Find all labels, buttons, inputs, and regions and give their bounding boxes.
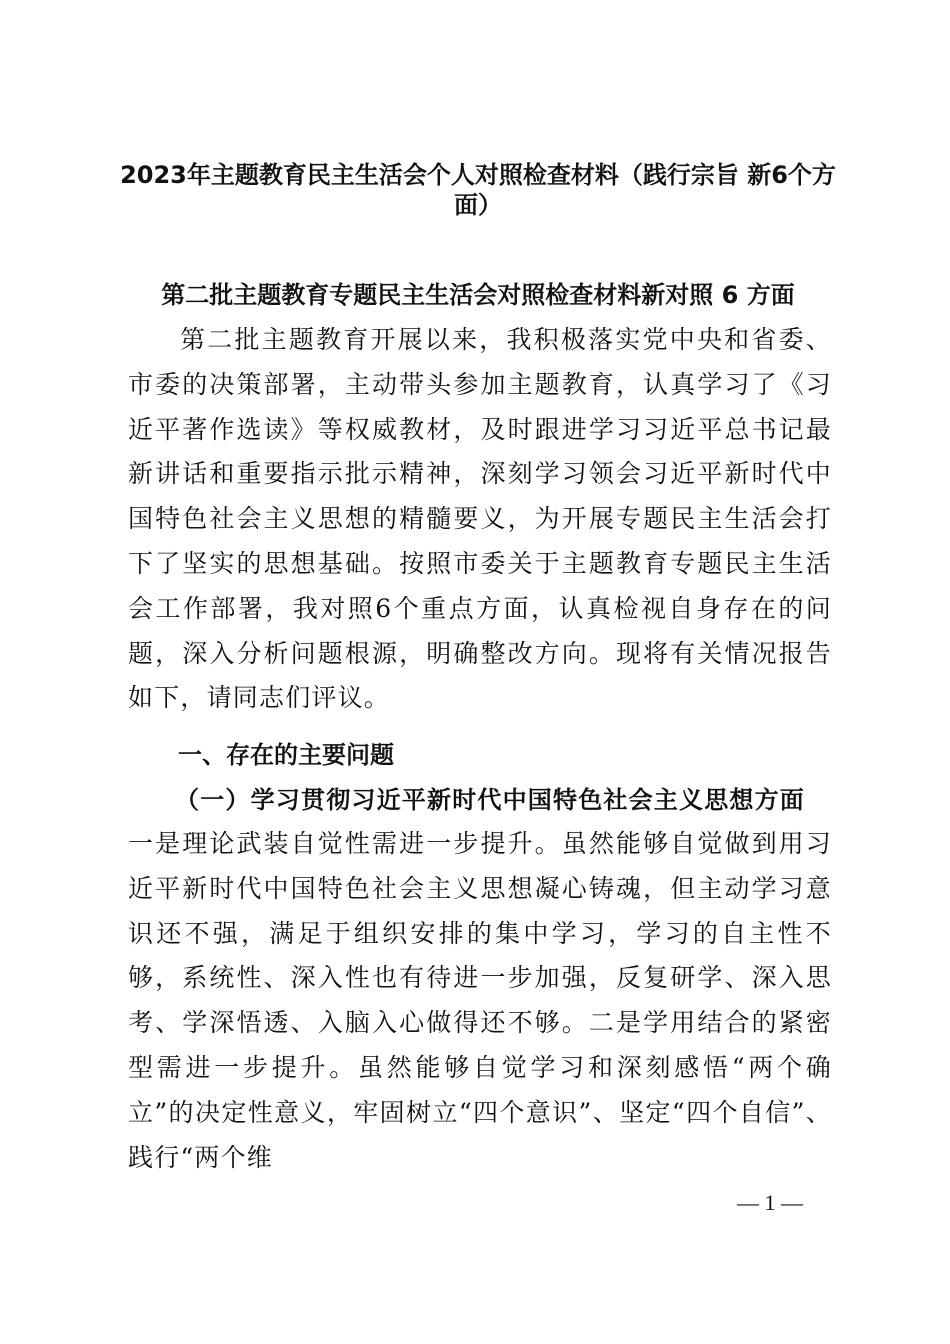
intro-paragraph: 第二批主题教育开展以来，我积极落实党中央和省委、市委的决策部署，主动带头参加主题教育，认真学习了《习近平著作选读》等权威教材，及时跟进学习习近平总书记最新讲话和重要指示批示精神，深刻学习领会习近平新时代中国特色社会主义思想的精髓要义，为开展专题民主生活会打下了坚实的思想基础。按照市委关于主题教育专题民主生活会工作部署，我对照6个重点方面，认真检视自身存在的问题，深入分析问题根源，明确整改方向。现将有关情况报告如下，请同志们评议。 <box>128 325 832 713</box>
document-subtitle: 第二批主题教育专题民主生活会对照检查材料新对照 6 方面 <box>161 281 795 309</box>
section-heading: 一、存在的主要问题 <box>178 741 394 769</box>
subsection-paragraph: 一是理论武装自觉性需进一步提升。虽然能够自觉做到用习近平新时代中国特色社会主义思想凝心铸魂，但主动学习意识还不强，满足于组织安排的集中学习，学习的自主性不够，系统性、深入性也有待进一步加强，反复研学、深入思考、学深悟透、入脑入心做得还不够。二是学用结合的紧密型需进一步提升。虽然能够自觉学习和深刻感悟“两个确立”的决定性意义，牢固树立“四个意识”、坚定“四个自信”、践行“两个维 <box>128 829 832 1172</box>
document-title: 2023年主题教育民主生活会个人对照检查材料（践行宗旨 新6个方面） <box>120 161 836 219</box>
page-number: — 1 — <box>737 1190 803 1215</box>
subsection-heading: （一）学习贯彻习近平新时代中国特色社会主义思想方面 <box>175 785 805 814</box>
